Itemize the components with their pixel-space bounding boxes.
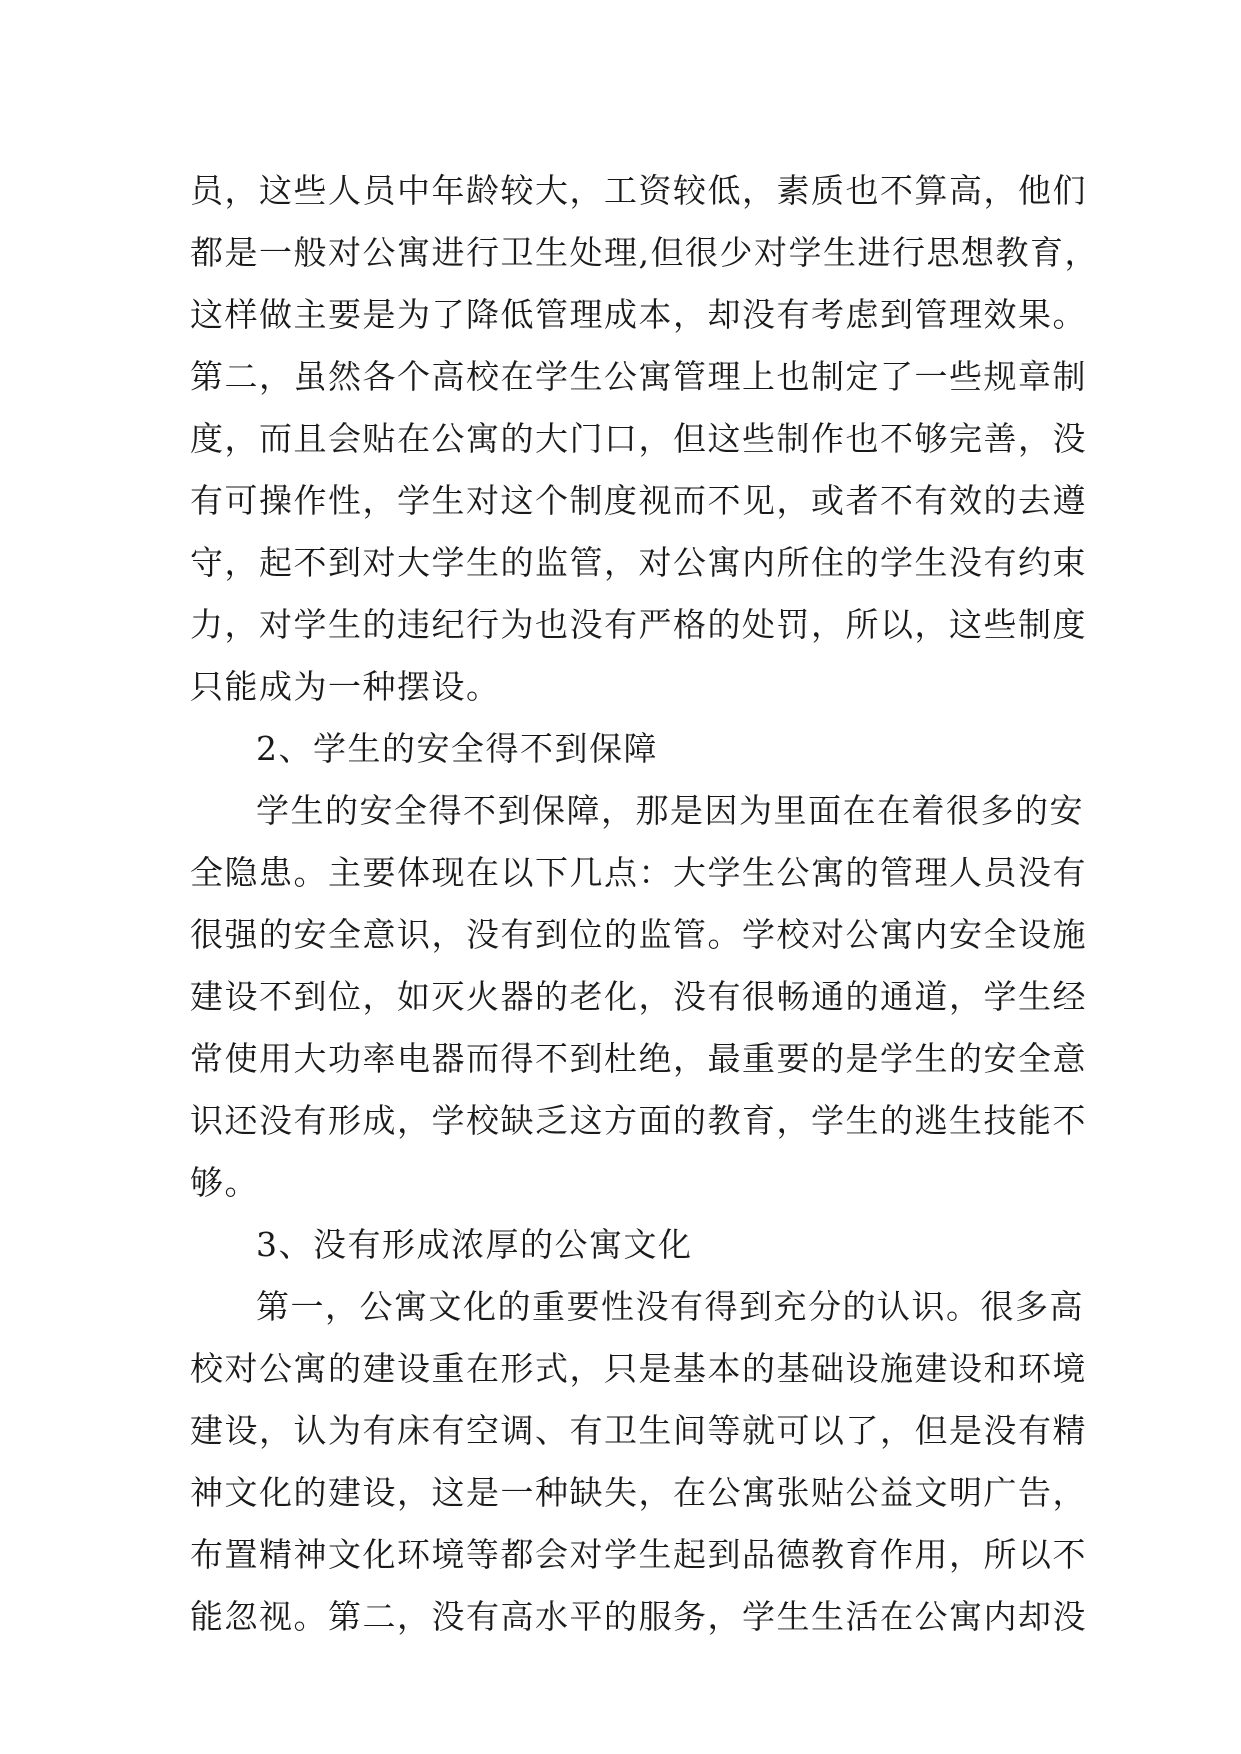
text-line: 学生的安全得不到保障，那是因为里面在在着很多的安 [256, 791, 1084, 830]
text-line: 度，而且会贴在公寓的大门口，但这些制作也不够完善，没 [190, 419, 1087, 458]
text-line: 全隐患。主要体现在以下几点：大学生公寓的管理人员没有 [190, 853, 1087, 892]
text-line: 力，对学生的违纪行为也没有严格的处罚，所以，这些制度 [190, 605, 1087, 644]
text-line: 识还没有形成，学校缺乏这方面的教育，学生的逃生技能不 [190, 1101, 1087, 1140]
text-line: 都是一般对公寓进行卫生处理,但很少对学生进行思想教育， [190, 233, 1099, 272]
text-line: 神文化的建设，这是一种缺失，在公寓张贴公益文明广告， [190, 1473, 1087, 1512]
section-heading: 3、没有形成浓厚的公寓文化 [256, 1225, 693, 1264]
text-line: 只能成为一种摆设。 [190, 667, 501, 706]
text-line: 第二，虽然各个高校在学生公寓管理上也制定了一些规章制 [190, 357, 1087, 396]
text-line: 够。 [190, 1163, 259, 1202]
text-line: 布置精神文化环境等都会对学生起到品德教育作用，所以不 [190, 1535, 1087, 1574]
text-line: 守，起不到对大学生的监管，对公寓内所住的学生没有约束 [190, 543, 1087, 582]
text-line: 常使用大功率电器而得不到杜绝，最重要的是学生的安全意 [190, 1039, 1087, 1078]
text-line: 员，这些人员中年龄较大，工资较低，素质也不算高，他们 [190, 171, 1087, 210]
text-line: 很强的安全意识，没有到位的监管。学校对公寓内安全设施 [190, 915, 1087, 954]
text-line: 这样做主要是为了降低管理成本，却没有考虑到管理效果。 [190, 295, 1087, 334]
text-line: 建设不到位，如灭火器的老化，没有很畅通的通道，学生经 [190, 977, 1087, 1016]
body-text [190, 160, 1099, 1648]
text-line: 有可操作性，学生对这个制度视而不见，或者不有效的去遵 [190, 481, 1087, 520]
text-line: 第一，公寓文化的重要性没有得到充分的认识。很多高 [256, 1287, 1084, 1326]
section-heading: 2、学生的安全得不到保障 [256, 729, 658, 768]
text-line: 能忽视。第二，没有高水平的服务，学生生活在公寓内却没 [190, 1597, 1087, 1636]
text-line: 建设，认为有床有空调、有卫生间等就可以了，但是没有精 [190, 1411, 1087, 1450]
text-line: 校对公寓的建设重在形式，只是基本的基础设施建设和环境 [190, 1349, 1087, 1388]
